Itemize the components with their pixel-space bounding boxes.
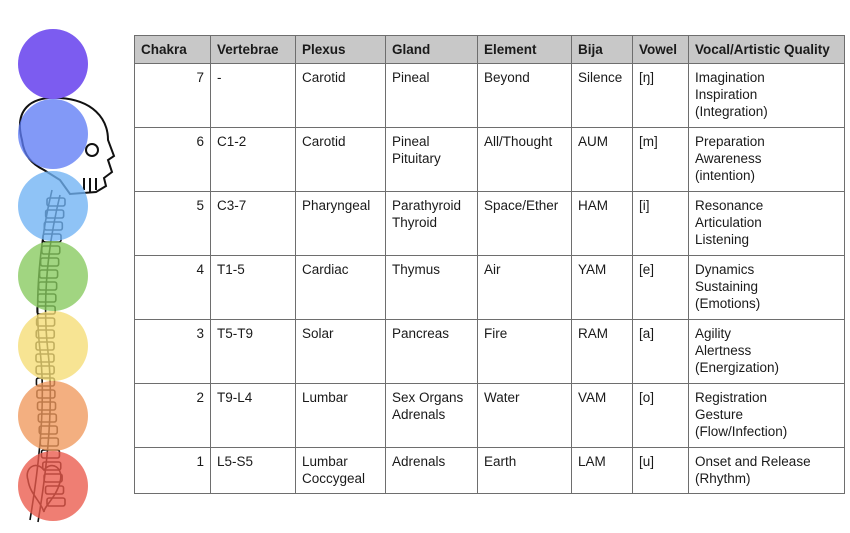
cell-gland-line: Adrenals bbox=[392, 407, 446, 422]
cell-quality bbox=[689, 384, 845, 448]
cell-plexus bbox=[296, 448, 386, 494]
chakra-circle bbox=[18, 381, 88, 451]
cell-chakra: 5 bbox=[135, 192, 211, 256]
cell-gland bbox=[386, 320, 478, 384]
cell-vertebrae: T1-5 bbox=[211, 256, 296, 320]
header-vowel: Vowel bbox=[633, 36, 689, 64]
cell-quality-line: (Flow/Infection) bbox=[695, 424, 788, 439]
cell-gland bbox=[386, 64, 478, 128]
cell-quality bbox=[689, 320, 845, 384]
cell-plexus-line: Lumbar bbox=[302, 454, 348, 469]
cell-gland bbox=[386, 256, 478, 320]
cell-quality bbox=[689, 128, 845, 192]
cell-quality bbox=[689, 64, 845, 128]
cell-vertebrae: T9-L4 bbox=[211, 384, 296, 448]
cell-quality-line: Resonance bbox=[695, 198, 764, 213]
cell-plexus-line: Coccygeal bbox=[302, 471, 366, 486]
header-vertebrae: Vertebrae bbox=[211, 36, 296, 64]
cell-vertebrae: C3-7 bbox=[211, 192, 296, 256]
cell-chakra: 4 bbox=[135, 256, 211, 320]
table-row bbox=[135, 256, 845, 320]
table-row bbox=[135, 64, 845, 128]
cell-bija: YAM bbox=[572, 256, 633, 320]
chakra-table bbox=[134, 35, 845, 494]
chakra-circle bbox=[18, 99, 88, 169]
cell-gland-line: Sex Organs bbox=[392, 390, 464, 405]
cell-quality-line: Gesture bbox=[695, 407, 744, 422]
cell-vowel: [e] bbox=[633, 256, 689, 320]
cell-chakra: 6 bbox=[135, 128, 211, 192]
cell-bija: Silence bbox=[572, 64, 633, 128]
header-gland: Gland bbox=[386, 36, 478, 64]
cell-quality-line: (Energization) bbox=[695, 360, 780, 375]
cell-plexus bbox=[296, 64, 386, 128]
cell-quality-line: Agility bbox=[695, 326, 732, 341]
cell-vowel: [i] bbox=[633, 192, 689, 256]
header-quality: Vocal/Artistic Quality bbox=[689, 36, 845, 64]
cell-quality bbox=[689, 256, 845, 320]
cell-quality-line: Preparation bbox=[695, 134, 765, 149]
cell-vowel: [u] bbox=[633, 448, 689, 494]
cell-bija: LAM bbox=[572, 448, 633, 494]
cell-chakra: 1 bbox=[135, 448, 211, 494]
cell-quality-line: Onset and Release bbox=[695, 454, 811, 469]
cell-quality-line: Awareness bbox=[695, 151, 762, 166]
cell-vertebrae: - bbox=[211, 64, 296, 128]
table-body bbox=[135, 64, 845, 494]
cell-plexus bbox=[296, 320, 386, 384]
cell-vowel: [o] bbox=[633, 384, 689, 448]
cell-plexus-line: Carotid bbox=[302, 70, 346, 85]
chakra-circle bbox=[18, 171, 88, 241]
cell-gland bbox=[386, 384, 478, 448]
cell-bija: HAM bbox=[572, 192, 633, 256]
cell-vowel: [m] bbox=[633, 128, 689, 192]
cell-element: All/Thought bbox=[478, 128, 572, 192]
cell-chakra: 7 bbox=[135, 64, 211, 128]
cell-plexus bbox=[296, 192, 386, 256]
cell-quality-line: Registration bbox=[695, 390, 768, 405]
cell-quality-line: Alertness bbox=[695, 343, 752, 358]
cell-element: Earth bbox=[478, 448, 572, 494]
cell-plexus bbox=[296, 384, 386, 448]
table-row bbox=[135, 128, 845, 192]
cell-plexus-line: Pharyngeal bbox=[302, 198, 371, 213]
cell-vertebrae: T5-T9 bbox=[211, 320, 296, 384]
cell-vertebrae: C1-2 bbox=[211, 128, 296, 192]
cell-gland bbox=[386, 192, 478, 256]
cell-gland bbox=[386, 128, 478, 192]
chakra-circle bbox=[18, 29, 88, 99]
header-plexus: Plexus bbox=[296, 36, 386, 64]
cell-quality bbox=[689, 192, 845, 256]
cell-quality bbox=[689, 448, 845, 494]
cell-gland-line: Adrenals bbox=[392, 454, 446, 469]
header-bija: Bija bbox=[572, 36, 633, 64]
cell-quality-line: Dynamics bbox=[695, 262, 755, 277]
cell-quality-line: Listening bbox=[695, 232, 750, 247]
cell-plexus-line: Carotid bbox=[302, 134, 346, 149]
cell-vertebrae: L5-S5 bbox=[211, 448, 296, 494]
table-row bbox=[135, 320, 845, 384]
cell-quality-line: (Emotions) bbox=[695, 296, 761, 311]
table-row bbox=[135, 192, 845, 256]
cell-plexus-line: Cardiac bbox=[302, 262, 349, 277]
cell-element: Water bbox=[478, 384, 572, 448]
cell-gland-line: Pituitary bbox=[392, 151, 441, 166]
cell-plexus bbox=[296, 256, 386, 320]
cell-element: Space/Ether bbox=[478, 192, 572, 256]
cell-plexus bbox=[296, 128, 386, 192]
cell-gland bbox=[386, 448, 478, 494]
cell-plexus-line: Lumbar bbox=[302, 390, 348, 405]
cell-vowel: [ŋ] bbox=[633, 64, 689, 128]
cell-quality-line: Articulation bbox=[695, 215, 762, 230]
cell-plexus-line: Solar bbox=[302, 326, 334, 341]
cell-gland-line: Parathyroid bbox=[392, 198, 462, 213]
table-header bbox=[135, 36, 845, 64]
cell-gland-line: Thymus bbox=[392, 262, 441, 277]
cell-bija: VAM bbox=[572, 384, 633, 448]
cell-quality-line: Sustaining bbox=[695, 279, 759, 294]
chakra-figure bbox=[0, 0, 130, 533]
cell-quality-line: Imagination bbox=[695, 70, 765, 85]
cell-gland-line: Pineal bbox=[392, 70, 430, 85]
cell-element: Air bbox=[478, 256, 572, 320]
cell-chakra: 3 bbox=[135, 320, 211, 384]
chakra-circle bbox=[18, 241, 88, 311]
table-row bbox=[135, 384, 845, 448]
cell-quality-line: (Rhythm) bbox=[695, 471, 751, 486]
chakra-circles bbox=[18, 29, 88, 521]
cell-gland-line: Pancreas bbox=[392, 326, 450, 341]
header-element: Element bbox=[478, 36, 572, 64]
cell-bija: AUM bbox=[572, 128, 633, 192]
header-chakra: Chakra bbox=[135, 36, 211, 64]
table-row bbox=[135, 448, 845, 494]
cell-bija: RAM bbox=[572, 320, 633, 384]
cell-gland-line: Thyroid bbox=[392, 215, 438, 230]
cell-quality-line: (intention) bbox=[695, 168, 756, 183]
cell-quality-line: Inspiration bbox=[695, 87, 758, 102]
chakra-circle bbox=[18, 451, 88, 521]
cell-element: Fire bbox=[478, 320, 572, 384]
cell-vowel: [a] bbox=[633, 320, 689, 384]
cell-element: Beyond bbox=[478, 64, 572, 128]
chakra-circle bbox=[18, 311, 88, 381]
cell-quality-line: (Integration) bbox=[695, 104, 768, 119]
cell-gland-line: Pineal bbox=[392, 134, 430, 149]
cell-chakra: 2 bbox=[135, 384, 211, 448]
